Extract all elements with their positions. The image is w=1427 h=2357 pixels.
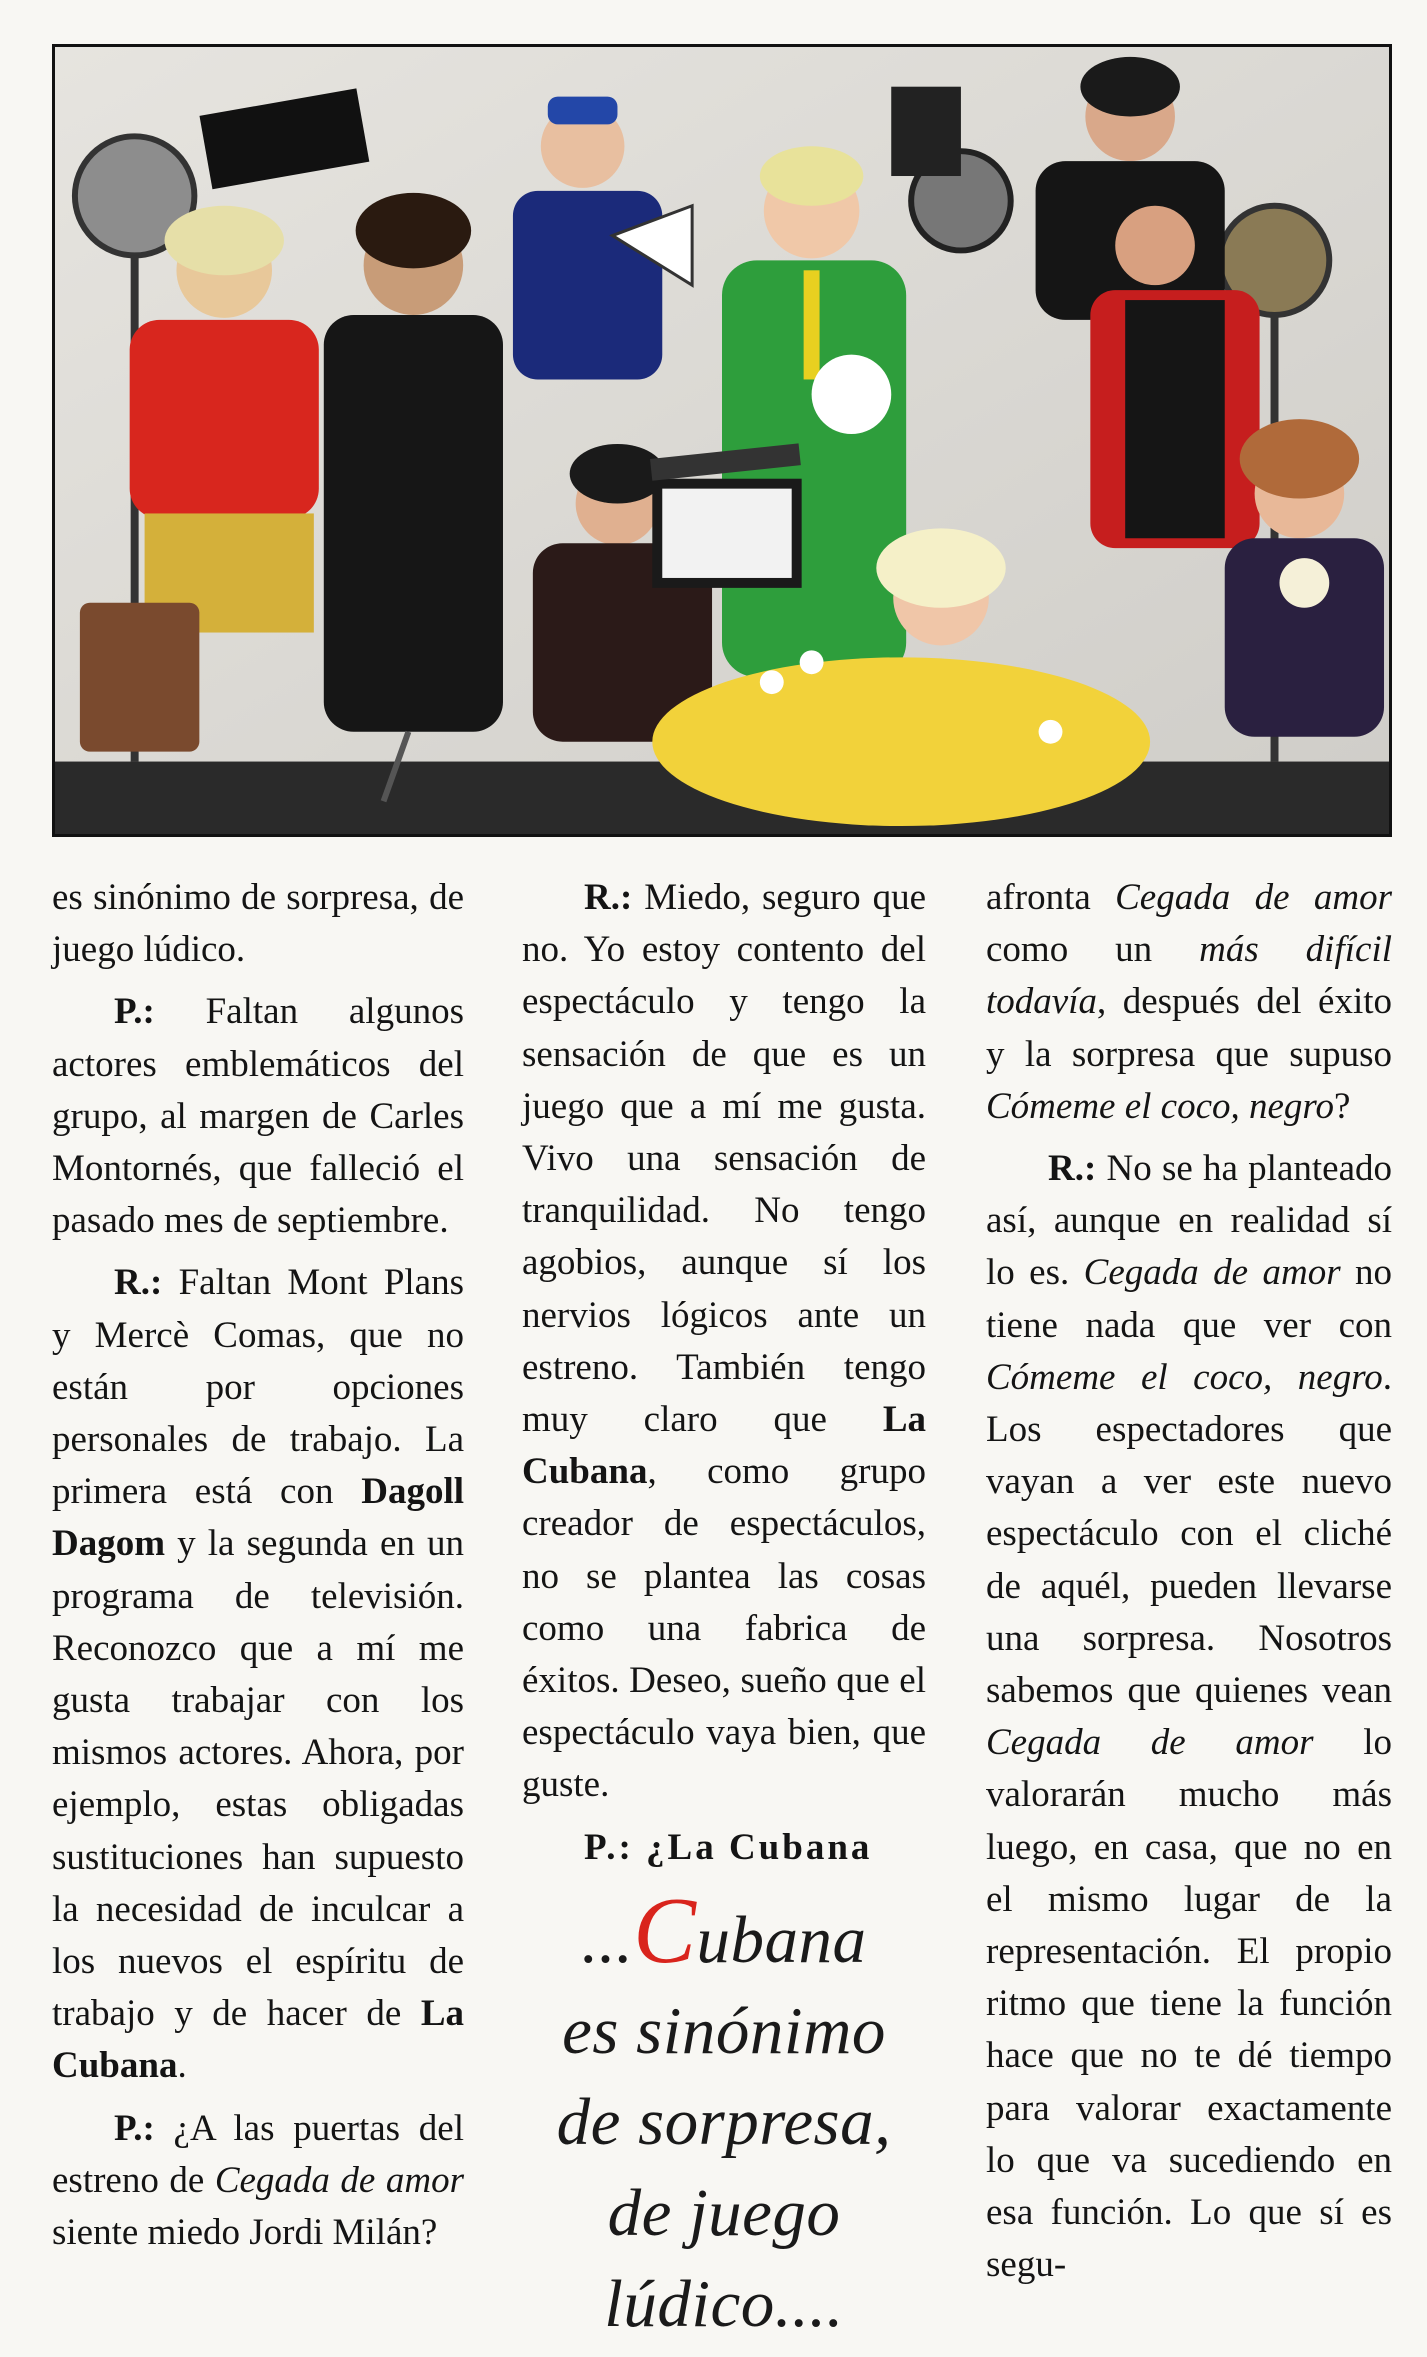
pull-quote-text: ubana — [696, 1902, 867, 1977]
answer-text: Miedo, seguro que no. Yo estoy contento del espectáculo y tengo la sensación de que es un juego que a mí me gusta. Vivo una sensación de tranquilidad. No tengo agobios, aunque sí los nervios lógicos ante un estreno. También tengo muy claro que — [522, 877, 926, 1441]
pull-quote-line — [522, 1878, 926, 1986]
pull-quote-initial: C — [633, 1878, 697, 1983]
pull-quote-line: lúdico.... — [604, 2266, 844, 2341]
question-text: siente miedo Jordi Milán? — [52, 2212, 438, 2254]
question-label: P.: — [584, 1826, 634, 1868]
answer-text: y la segunda en un programa de televisión. Reconozco que a mí me gusta trabajar con los mismos actores. Ahora, por ejemplo, estas obligadas sustituciones han supuesto la necesidad de inculcar a los nuevos el espíritu de trabajo y de hacer de — [52, 1523, 464, 2035]
italic-title: Cegada de amor — [986, 1722, 1314, 1764]
pull-quote — [522, 1878, 926, 2350]
italic-title: Cómeme el coco, negro — [986, 1356, 1383, 1398]
question-label: P.: — [114, 991, 155, 1033]
answer-label: R.: — [114, 1262, 163, 1304]
question-label: P.: — [114, 2107, 155, 2149]
answer-text: Faltan Mont Plans y Mercè Comas, que no están por opciones personales de trabajo. La primera está con — [52, 1262, 464, 1513]
clapperboard-icon — [650, 443, 802, 587]
pull-quote-line: de juego — [607, 2175, 841, 2250]
answer-label: R.: — [584, 877, 633, 918]
paragraph: es sinónimo de sorpresa, de juego lúdico. — [52, 877, 464, 971]
question-paragraph — [986, 872, 1392, 1133]
italic-title: Cómeme el coco, negro — [986, 1085, 1334, 1127]
question-text: Faltan algunos actores emblemáticos del grupo, al margen de Carles Montornés, que falleció el pasado mes de septiembre. — [52, 991, 464, 1242]
article-column-3 — [986, 872, 1392, 2291]
bold-name: Dagoll Dagom — [52, 1471, 464, 1565]
bold-name: La Cubana — [522, 1399, 926, 1493]
answer-label: R.: — [1048, 1148, 1097, 1190]
group-photo-icon — [55, 47, 1389, 834]
question-paragraph — [52, 2103, 464, 2260]
pull-quote-prefix: ... — [581, 1902, 634, 1977]
question-text: ? — [1333, 1085, 1351, 1127]
article-column-2 — [522, 872, 926, 2350]
answer-text: no tiene nada que ver con — [986, 1252, 1392, 1346]
italic-title: Cegada de amor — [1083, 1252, 1341, 1294]
answer-text: . Los espectadores que vayan a ver este nuevo espectáculo con el cliché de aquél, pueden llevarse una sorpresa. Nosotros sabemos que quienes vean — [986, 1356, 1392, 1712]
italic-title: Cegada de amor — [1115, 877, 1392, 918]
question-text: , después del éxito y la sorpresa que supuso — [986, 981, 1392, 1075]
answer-text: lo valorarán mucho más luego, en casa, que no en el mismo lugar de la representación. El propio ritmo que tiene la función hace que no te dé tiempo para valorar exactamente lo que va sucediendo en esa función. Lo que sí es segu- — [986, 1722, 1392, 2286]
answer-text: No se ha planteado así, aunque en realidad sí lo es. — [986, 1148, 1392, 1294]
answer-text: , como grupo creador de espectáculos, no se plantea las cosas como una fabrica de éxitos. Deseo, sueño que el espectáculo vaya bien, que guste. — [522, 1451, 926, 1806]
cast-photo — [52, 44, 1392, 837]
answer-text: . — [177, 2045, 187, 2087]
answer-paragraph — [986, 1143, 1392, 2291]
article-column-1 — [52, 872, 464, 2259]
question-text: afronta — [986, 877, 1116, 918]
question-paragraph — [522, 1822, 926, 1874]
pull-quote-line: es sinónimo — [562, 1993, 886, 2068]
answer-paragraph — [522, 872, 926, 1812]
question-text: como un — [986, 929, 1200, 971]
italic-phrase: más difícil todavía — [986, 929, 1392, 1023]
question-paragraph — [52, 986, 464, 1247]
bold-name: La Cubana — [52, 1993, 464, 2087]
question-text: ¿La Cubana — [633, 1826, 873, 1868]
italic-title: Cegada de amor — [214, 2159, 464, 2201]
answer-paragraph — [52, 1257, 464, 2092]
question-text: ¿A las puertas del estreno de — [52, 2107, 464, 2201]
pull-quote-line: de sorpresa, — [556, 2084, 892, 2159]
